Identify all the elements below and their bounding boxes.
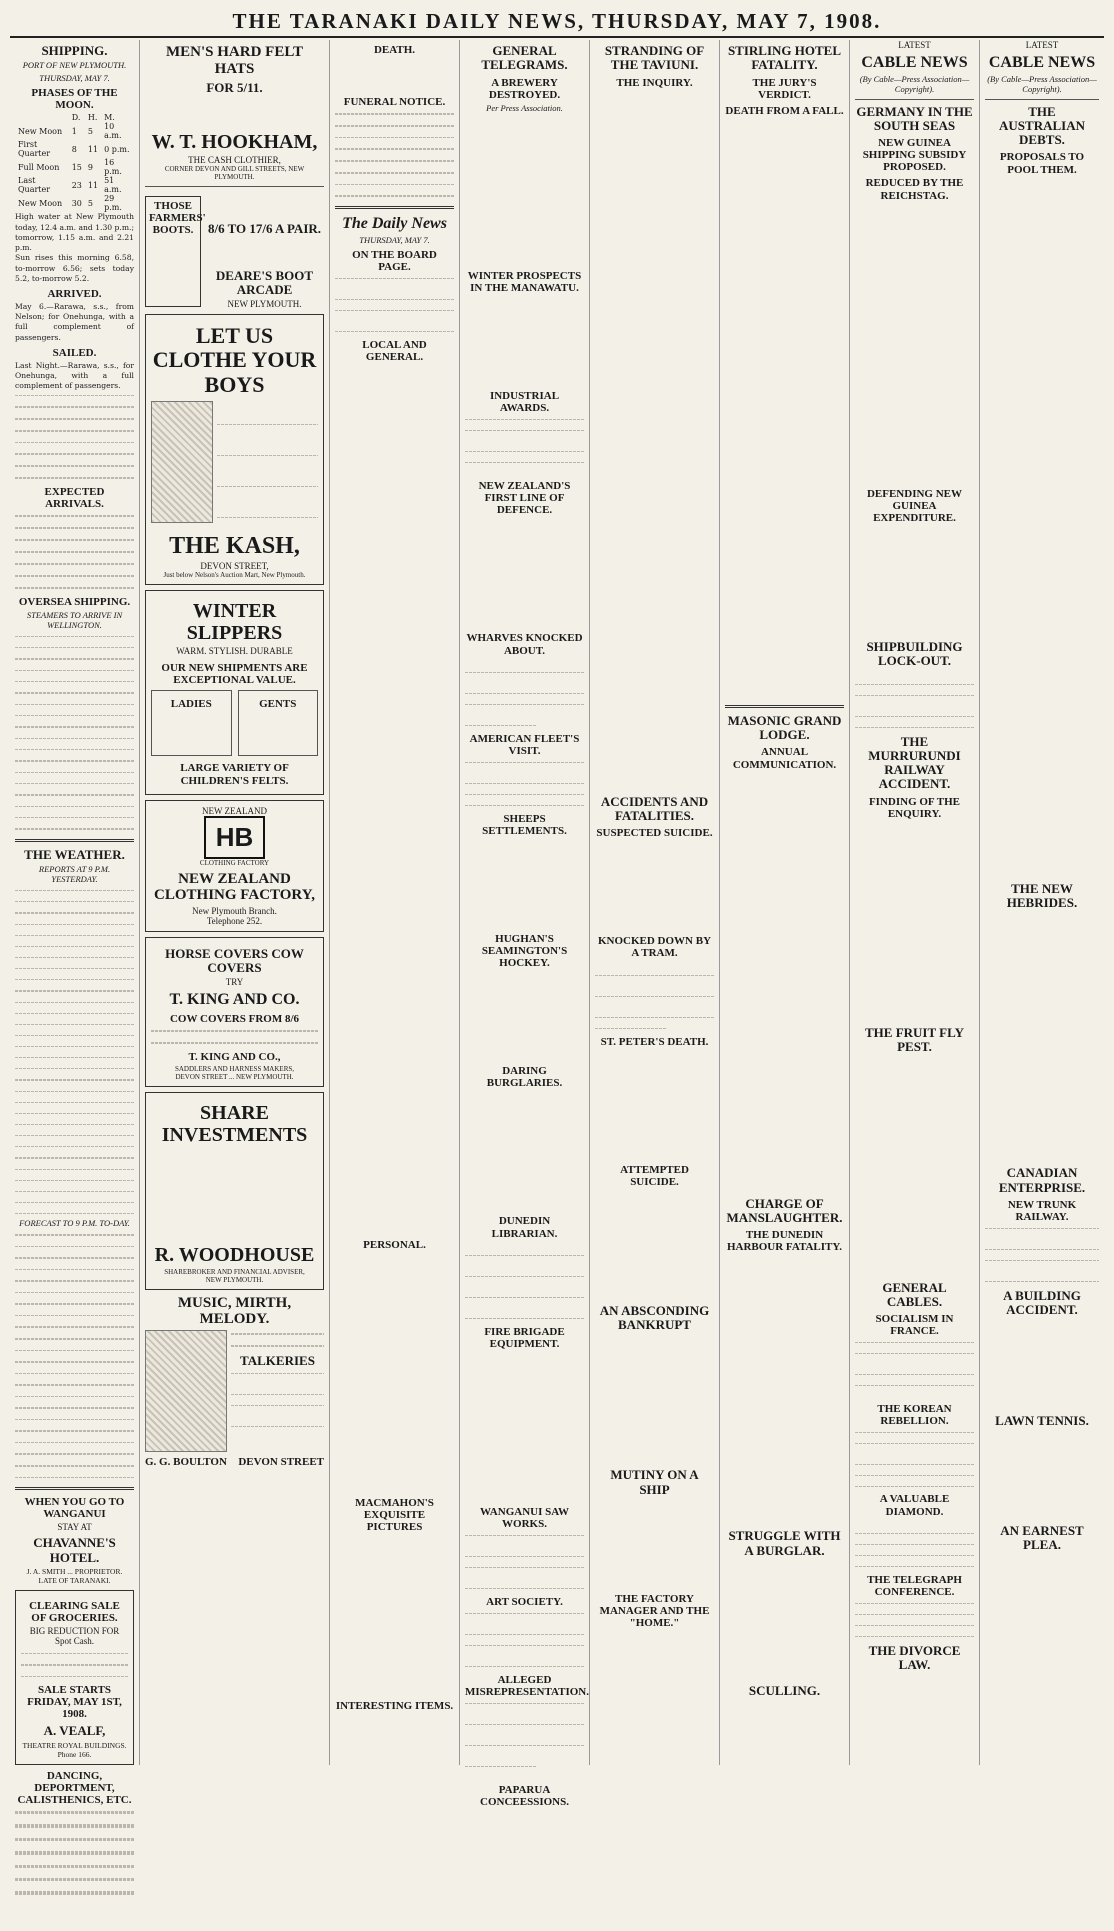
wanganui-prop: J. A. SMITH ... PROPRIETOR. bbox=[26, 1566, 123, 1576]
horse-covers-ad bbox=[145, 937, 324, 1087]
column-ads bbox=[140, 40, 330, 1765]
text-block bbox=[855, 1600, 974, 1640]
text-block bbox=[985, 1555, 1099, 1805]
hats-price: FOR 5/11. bbox=[206, 80, 263, 95]
kash-note: Just below Nelson's Auction Mart, New Plymouth. bbox=[163, 571, 306, 580]
text-block bbox=[855, 1339, 974, 1399]
death-fall-heading: DEATH FROM A FALL. bbox=[725, 104, 844, 117]
text-block bbox=[985, 178, 1099, 878]
settlements-heading: SHEEPS SETTLEMENTS. bbox=[482, 812, 567, 837]
daily-news-date: THURSDAY, MAY 7. bbox=[359, 234, 430, 245]
weather-heading: THE WEATHER. bbox=[24, 846, 125, 862]
wanganui-works-heading: WANGANUI SAW WORKS. bbox=[480, 1505, 569, 1530]
burglar-heading: STRUGGLE WITH A BURGLAR. bbox=[728, 1528, 841, 1558]
weather-sub: REPORTS AT 9 P.M. YESTERDAY. bbox=[38, 864, 111, 885]
phase-cell: 5 bbox=[87, 126, 93, 136]
text-block bbox=[205, 239, 324, 265]
telegraph-heading: THE TELEGRAPH CONFERENCE. bbox=[867, 1573, 962, 1598]
text-block bbox=[335, 275, 454, 335]
text-block bbox=[595, 1631, 714, 1751]
phase-cell: 8 bbox=[71, 144, 77, 154]
reichstag-heading: REDUCED BY THE REICHSTAG. bbox=[865, 177, 964, 202]
burglaries-heading: DARING BURGLARIES. bbox=[486, 1065, 563, 1090]
text-block bbox=[335, 58, 454, 92]
tennis-heading: LAWN TENNIS. bbox=[995, 1412, 1089, 1428]
wanganui-stay: STAY AT bbox=[57, 1522, 92, 1533]
verdict-heading: THE JURY'S VERDICT. bbox=[752, 76, 817, 101]
text-block bbox=[465, 416, 584, 476]
latest-label-2: LATEST bbox=[1025, 40, 1059, 50]
text-block bbox=[465, 1610, 584, 1670]
phase-cell: 29 p.m. bbox=[104, 194, 122, 213]
text-block bbox=[465, 1242, 584, 1322]
korean-heading: THE KOREAN REBELLION. bbox=[877, 1403, 952, 1428]
hookham-address: CORNER DEVON AND GILL STREETS, NEW PLYMOUTH. bbox=[164, 165, 305, 182]
cable-sub: (By Cable—Press Association—Copyright). bbox=[859, 73, 970, 94]
vealf-address: THEATRE ROYAL BUILDINGS. Phone 166. bbox=[22, 1740, 127, 1759]
text-block bbox=[465, 116, 584, 266]
text-block bbox=[155, 712, 228, 752]
text-block bbox=[465, 1352, 584, 1502]
interesting-heading: INTERESTING ITEMS. bbox=[335, 1699, 454, 1712]
phase-cell: 51 a.m. bbox=[104, 176, 122, 195]
text-block bbox=[595, 962, 714, 1032]
wanganui-heading: WHEN YOU GO TO WANGANUI bbox=[24, 1496, 125, 1521]
column-cable-news-2 bbox=[980, 40, 1104, 1765]
phase-cell: 1 bbox=[71, 126, 77, 136]
text-block bbox=[855, 1057, 974, 1277]
overseas-heading: OVERSEA SHIPPING. bbox=[18, 595, 131, 608]
text-block bbox=[465, 296, 584, 386]
clearing-sub: BIG REDUCTION FOR Spot Cash. bbox=[29, 1626, 120, 1647]
text-block bbox=[595, 1050, 714, 1160]
text-block bbox=[855, 1674, 974, 1814]
expected-heading: EXPECTED ARRIVALS. bbox=[44, 485, 105, 510]
text-block bbox=[335, 1714, 454, 1834]
sailed-text: Last Night.—Rarawa, s.s., for Onehunga, with a full complement of passengers. bbox=[15, 360, 134, 391]
cable-news-heading-2: CABLE NEWS bbox=[988, 54, 1096, 71]
nz-phone: Telephone 252. bbox=[206, 915, 263, 926]
board-heading: ON THE BOARD PAGE. bbox=[352, 248, 437, 273]
column-shipping bbox=[10, 40, 140, 1806]
slippers-foot: LARGE VARIETY OF CHILDREN'S FELTS. bbox=[180, 762, 289, 787]
diamond-heading: A VALUABLE DIAMOND. bbox=[879, 1493, 950, 1518]
nz-clothing-name: NEW ZEALAND CLOTHING FACTORY, bbox=[154, 870, 315, 904]
cable-sub-2: (By Cable—Press Association—Copyright). bbox=[987, 73, 1097, 94]
tram-heading: KNOCKED DOWN BY A TRAM. bbox=[597, 935, 712, 960]
sun-times: Sun rises this morning 6.58, to-morrow 6.56; sets today 5.2, to-morrow 5.2. bbox=[15, 253, 134, 283]
text-block bbox=[725, 1560, 844, 1680]
slippers-note: OUR NEW SHIPMENTS ARE EXCEPTIONAL VALUE. bbox=[161, 662, 308, 687]
arrived-text: May 6.—Rarawa, s.s., from Nelson; for Onehunga, with a full complement of passengers. bbox=[15, 302, 134, 342]
text-block bbox=[595, 841, 714, 931]
text-block bbox=[335, 1253, 454, 1493]
column-stirling bbox=[720, 40, 850, 1765]
cow-price: COW COVERS FROM 8/6 bbox=[169, 1012, 300, 1025]
finding-heading: FINDING OF THE ENQUIRY. bbox=[868, 795, 961, 820]
inquiry-heading: THE INQUIRY. bbox=[616, 76, 693, 89]
latest-label: LATEST bbox=[898, 40, 931, 50]
taviuni-heading: STRANDING OF THE TAVIUNI. bbox=[604, 43, 705, 73]
horse-heading: HORSE COVERS COW COVERS bbox=[165, 945, 304, 975]
phase-cell: 10 a.m. bbox=[104, 122, 122, 141]
plea-heading: AN EARNEST PLEA. bbox=[1000, 1522, 1084, 1553]
general-telegrams-heading: GENERAL TELEGRAMS. bbox=[481, 43, 568, 73]
woodhouse-town: NEW PLYMOUTH. bbox=[205, 1275, 264, 1284]
wharves-heading: WHARVES KNOCKED ABOUT. bbox=[466, 632, 583, 657]
fruit-fly-heading: THE FRUIT FLY PEST. bbox=[865, 1024, 964, 1055]
text-block bbox=[231, 1370, 324, 1440]
column-telegrams bbox=[460, 40, 590, 1809]
text-block bbox=[15, 1808, 134, 1898]
phase-row bbox=[15, 194, 134, 212]
fire-heading: FIRE BRIGADE EQUIPMENT. bbox=[484, 1325, 565, 1350]
text-block bbox=[465, 759, 584, 809]
hockey-heading: HUGHAN'S SEAMINGTON'S HOCKEY. bbox=[481, 933, 568, 970]
text-block bbox=[465, 659, 584, 729]
bankrupt-heading: AN ABSCONDING BANKRUPT bbox=[599, 1302, 710, 1333]
shipping-date: THURSDAY, MAY 7. bbox=[39, 73, 110, 84]
slippers-sub: WARM. STYLISH. DURABLE bbox=[176, 646, 293, 657]
manslaughter-heading: CHARGE OF MANSLAUGHTER. bbox=[726, 1195, 843, 1225]
boots-price: 8/6 TO 17/6 A PAIR. bbox=[207, 221, 322, 237]
deare-name: DEARE'S BOOT ARCADE bbox=[215, 267, 314, 297]
dancing-heading: DANCING, DEPORTMENT, CALISTHENICS, ETC. bbox=[17, 1769, 132, 1806]
boots-label: THOSE FARMERS' BOOTS. bbox=[145, 196, 201, 307]
art-heading: ART SOCIETY. bbox=[486, 1596, 563, 1609]
suicide-heading: SUSPECTED SUICIDE. bbox=[596, 827, 713, 840]
phase-cell: 15 bbox=[71, 162, 82, 172]
sailed-heading: SAILED. bbox=[52, 346, 97, 359]
king-name: T. KING AND CO. bbox=[169, 991, 300, 1009]
hats-heading: MEN'S HARD FELT HATS bbox=[166, 44, 303, 77]
gents-heading: GENTS bbox=[259, 698, 297, 711]
high-water: High water at New Plymouth today, 12.4 a.m. and 1.30 p.m.; tomorrow, 1.15 a.m. and 2.21 p.m. bbox=[15, 212, 134, 253]
phase-cell: 11 bbox=[87, 180, 99, 190]
daily-news-title: The Daily News bbox=[342, 215, 447, 233]
germany-heading: GERMANY IN THE SOUTH SEAS bbox=[856, 103, 973, 133]
gramophone-illustration bbox=[145, 1330, 227, 1452]
phase-cell: 11 bbox=[87, 144, 99, 154]
text-block bbox=[725, 119, 844, 699]
text-block bbox=[15, 512, 134, 592]
phase-cell: New Moon bbox=[18, 126, 63, 136]
harbour-heading: THE DUNEDIN HARBOUR FATALITY. bbox=[726, 1229, 843, 1254]
kash-address: DEVON STREET, bbox=[200, 561, 269, 572]
cable-news-heading: CABLE NEWS bbox=[861, 54, 968, 71]
paparua-heading: PAPARUA CONCEESSIONS. bbox=[480, 1784, 569, 1809]
vealf-name: A. VEALF, bbox=[43, 1723, 106, 1739]
text-block bbox=[151, 1027, 318, 1047]
phase-cell: Last Quarter bbox=[18, 176, 51, 195]
masonic-heading: MASONIC GRAND LODGE. bbox=[727, 712, 842, 743]
press-association: Per Press Association. bbox=[486, 102, 563, 113]
phases-header-cell: H. bbox=[87, 113, 98, 123]
text-block bbox=[855, 671, 974, 731]
wanganui-late: LATE OF TARANAKI. bbox=[38, 1575, 111, 1585]
hebrides-heading: THE NEW HEBRIDES. bbox=[1006, 880, 1078, 910]
attempted-heading: ATTEMPTED SUICIDE. bbox=[620, 1163, 689, 1188]
phase-row bbox=[15, 176, 134, 194]
sculling-heading: SCULLING. bbox=[748, 1683, 821, 1699]
industrial-heading: INDUSTRIAL AWARDS. bbox=[489, 389, 560, 415]
shipping-heading: SHIPPING. bbox=[41, 43, 108, 58]
phases-header-cell bbox=[15, 113, 69, 122]
phase-cell: First Quarter bbox=[18, 140, 51, 159]
try-label: TRY bbox=[225, 977, 244, 988]
subsidy-heading: NEW GUINEA SHIPPING SUBSIDY PROPOSED. bbox=[862, 137, 967, 174]
proposals-heading: PROPOSALS TO POOL THEM. bbox=[999, 151, 1085, 176]
text-block bbox=[985, 1320, 1099, 1410]
clothe-boys-ad bbox=[145, 314, 324, 585]
music-heading: MUSIC, MIRTH, MELODY. bbox=[177, 1294, 292, 1328]
text-block bbox=[15, 633, 134, 833]
text-block bbox=[465, 1532, 584, 1592]
lockout-heading: SHIPBUILDING LOCK-OUT. bbox=[866, 638, 963, 669]
text-block bbox=[335, 365, 454, 1235]
winter-heading: WINTER PROSPECTS IN THE MANAWATU. bbox=[467, 269, 582, 294]
phase-cell: New Moon bbox=[18, 198, 63, 208]
text-block bbox=[335, 110, 454, 200]
moon-phases-table bbox=[15, 113, 134, 212]
phase-cell: 23 bbox=[71, 180, 82, 190]
text-block bbox=[855, 526, 974, 636]
text-block bbox=[15, 392, 134, 482]
canadian-heading: CANADIAN ENTERPRISE. bbox=[998, 1165, 1086, 1195]
boulton-name: G. G. BOULTON bbox=[145, 1455, 227, 1468]
moon-phases-heading: PHASES OF THE MOON. bbox=[31, 87, 118, 112]
defence-heading: NEW ZEALAND'S FIRST LINE OF DEFENCE. bbox=[478, 480, 571, 517]
text-block bbox=[855, 822, 974, 1022]
text-block bbox=[465, 1091, 584, 1211]
kash-name: THE KASH, bbox=[169, 532, 300, 559]
text-block bbox=[15, 1231, 134, 1481]
nz-branch: New Plymouth Branch. bbox=[192, 905, 277, 916]
text-block bbox=[465, 971, 584, 1061]
text-block bbox=[335, 1536, 454, 1696]
text-block bbox=[15, 887, 134, 1217]
st-peter-heading: ST. PETER'S DEATH. bbox=[600, 1035, 709, 1048]
slippers-ad bbox=[145, 590, 324, 794]
text-block bbox=[985, 1430, 1099, 1520]
text-block bbox=[465, 839, 584, 929]
phase-row bbox=[15, 140, 134, 158]
hookham-name: W. T. HOOKHAM, bbox=[151, 131, 318, 154]
column-taviuni bbox=[590, 40, 720, 1765]
hb-sub: CLOTHING FACTORY bbox=[199, 858, 270, 867]
text-block bbox=[151, 1150, 318, 1240]
macmahon-heading: MACMAHON'S EXQUISITE PICTURES bbox=[355, 1497, 434, 1534]
text-block bbox=[465, 1700, 584, 1780]
text-block bbox=[231, 1330, 324, 1350]
deare-town: NEW PLYMOUTH. bbox=[227, 299, 302, 310]
accidents-heading: ACCIDENTS AND FATALITIES. bbox=[600, 793, 709, 823]
murrurundi-heading: THE MURRURUNDI RAILWAY ACCIDENT. bbox=[868, 733, 961, 792]
general-cables-heading: GENERAL CABLES. bbox=[882, 1279, 947, 1309]
socialism-heading: SOCIALISM IN FRANCE. bbox=[875, 1313, 954, 1338]
text-block bbox=[725, 1255, 844, 1525]
phase-cell: 5 bbox=[87, 198, 93, 208]
talkeries-heading: TALKERIES bbox=[240, 1352, 315, 1368]
wanganui-hotel: CHAVANNE'S HOTEL. bbox=[33, 1535, 116, 1565]
phase-row bbox=[15, 122, 134, 140]
text-block bbox=[985, 1225, 1099, 1285]
masthead: THE TARANAKI DAILY NEWS, THURSDAY, MAY 7, 1908. bbox=[10, 6, 1104, 38]
phases-header-cell: M. bbox=[104, 113, 115, 123]
woodhouse-sub: SHAREBROKER AND FINANCIAL ADVISER, bbox=[164, 1267, 305, 1276]
factory-heading: THE FACTORY MANAGER AND THE "HOME." bbox=[599, 1593, 710, 1630]
text-block bbox=[725, 1700, 844, 1840]
clearing-sale-ad bbox=[15, 1590, 134, 1765]
steamers-heading: STEAMERS TO ARRIVE IN WELLINGTON. bbox=[26, 609, 123, 630]
brewery-heading: A BREWERY DESTROYED. bbox=[488, 76, 561, 101]
phase-cell: Full Moon bbox=[18, 162, 60, 172]
dunedin-heading: DUNEDIN LIBRARIAN. bbox=[491, 1215, 558, 1240]
king-name-2: T. KING AND CO., bbox=[188, 1050, 281, 1063]
mutiny-heading: MUTINY ON A SHIP bbox=[610, 1467, 699, 1497]
funeral-heading: FUNERAL NOTICE. bbox=[343, 96, 446, 109]
arrived-heading: ARRIVED. bbox=[47, 287, 102, 300]
text-block bbox=[21, 1650, 128, 1680]
text-block bbox=[465, 518, 584, 628]
column-local bbox=[330, 40, 460, 1765]
trunk-heading: NEW TRUNK RAILWAY. bbox=[1007, 1198, 1077, 1223]
text-block bbox=[595, 91, 714, 791]
text-block bbox=[145, 97, 324, 127]
text-block bbox=[725, 773, 844, 1193]
text-block bbox=[217, 401, 318, 521]
text-block bbox=[985, 912, 1099, 1162]
share-heading: SHARE INVESTMENTS bbox=[161, 1101, 308, 1146]
boots-ad bbox=[145, 192, 324, 309]
death-heading: DEATH. bbox=[373, 44, 416, 56]
column-cable-news bbox=[850, 40, 980, 1765]
text-block bbox=[595, 1499, 714, 1589]
local-heading: LOCAL AND GENERAL. bbox=[362, 338, 427, 364]
text-block bbox=[855, 1429, 974, 1489]
hookham-sub: THE CASH CLOTHIER, bbox=[188, 155, 281, 166]
sale-starts: SALE STARTS FRIDAY, MAY 1ST, 1908. bbox=[27, 1684, 122, 1721]
woodhouse-name: R. WOODHOUSE bbox=[154, 1243, 315, 1266]
phase-row bbox=[15, 158, 134, 176]
forecast-heading: FORECAST TO 9 P.M. TO-DAY. bbox=[19, 1218, 130, 1229]
personal-heading: PERSONAL. bbox=[363, 1239, 426, 1252]
port-heading: PORT OF NEW PLYMOUTH. bbox=[22, 60, 127, 71]
text-block bbox=[855, 1520, 974, 1570]
text-block bbox=[465, 1811, 584, 1931]
share-investments-ad bbox=[145, 1092, 324, 1290]
clothing-factory-ad bbox=[145, 800, 324, 932]
boy-illustration bbox=[151, 401, 213, 523]
text-block bbox=[855, 204, 974, 484]
text-block bbox=[205, 192, 324, 218]
phase-cell: 0 p.m. bbox=[104, 144, 130, 154]
devon-street: DEVON STREET bbox=[238, 1455, 324, 1468]
annual-heading: ANNUAL COMMUNICATION. bbox=[732, 746, 837, 771]
king-sub: SADDLERS AND HARNESS MAKERS, bbox=[174, 1064, 295, 1073]
clearing-heading: CLEARING SALE OF GROCERIES. bbox=[29, 1599, 120, 1624]
debts-heading: THE AUSTRALIAN DEBTS. bbox=[999, 103, 1085, 148]
text-block bbox=[595, 1334, 714, 1464]
king-address: DEVON STREET ... NEW PLYMOUTH. bbox=[175, 1072, 294, 1081]
phase-cell: 16 p.m. bbox=[104, 158, 122, 177]
clothe-heading: LET US CLOTHE YOUR BOYS bbox=[152, 323, 317, 397]
text-block bbox=[242, 712, 315, 752]
stirling-heading: STIRLING HOTEL FATALITY. bbox=[727, 43, 842, 73]
building-heading: A BUILDING ACCIDENT. bbox=[1003, 1288, 1081, 1318]
defending-heading: DEFENDING NEW GUINEA EXPENDITURE. bbox=[866, 487, 963, 524]
text-block bbox=[595, 1190, 714, 1300]
ladies-heading: LADIES bbox=[170, 698, 212, 711]
phases-header-cell: D. bbox=[71, 113, 81, 123]
divorce-heading: THE DIVORCE LAW. bbox=[868, 1642, 961, 1673]
hb-brand: NEW ZEALAND bbox=[201, 805, 268, 816]
hb-logo: HB bbox=[204, 816, 266, 859]
phase-cell: 30 bbox=[71, 198, 82, 208]
fleet-heading: AMERICAN FLEET'S VISIT. bbox=[469, 732, 580, 757]
slippers-heading: WINTER SLIPPERS bbox=[186, 600, 283, 645]
fraud-heading: ALLEGED MISREPRESENTATION. bbox=[465, 1674, 589, 1699]
phase-cell: 9 bbox=[87, 162, 93, 172]
